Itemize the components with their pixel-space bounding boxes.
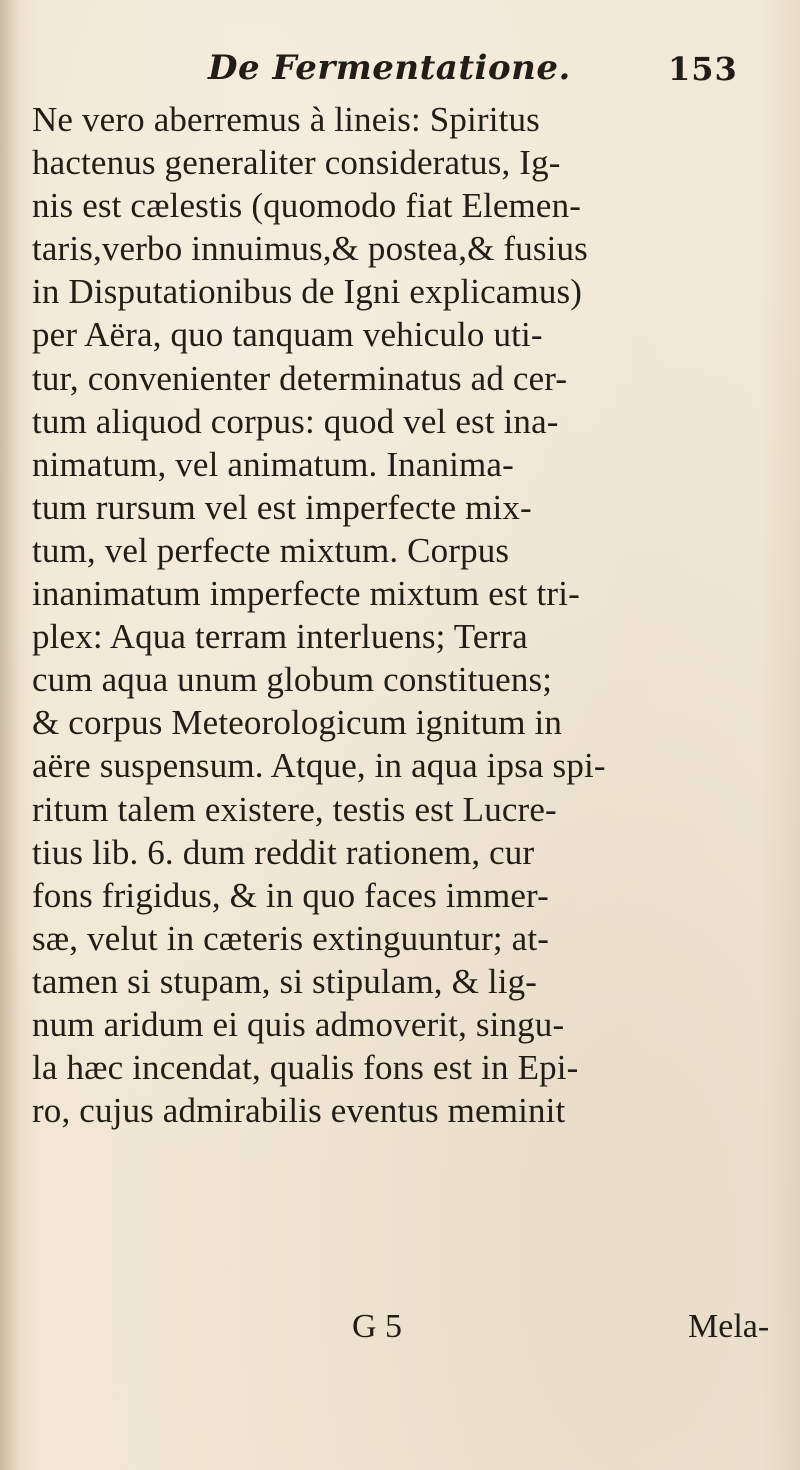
text-line: cum aqua unum globum constituens;	[32, 660, 553, 700]
catchline	[0, 1308, 800, 1352]
running-title: De Fermentatione.	[208, 48, 571, 88]
text-line: per Aëra, quo tanquam vehiculo uti-	[32, 315, 543, 355]
text-line: tamen si stupam, si stipulam, & lig-	[32, 961, 538, 1001]
text-line: fons frigidus, & in quo faces immer-	[32, 875, 549, 915]
text-line: ritum talem existere, testis est Lucre-	[32, 789, 557, 829]
text-line: tur, convenienter determinatus ad cer-	[32, 358, 568, 398]
text-line: tum rursum vel est imperfecte mix-	[32, 487, 532, 527]
catchword: Mela-	[688, 1308, 770, 1345]
text-line: tum, vel perfecte mixtum. Corpus	[32, 530, 510, 570]
text-line: hactenus generaliter consideratus, Ig-	[32, 143, 561, 183]
text-line: tius lib. 6. dum reddit rationem, cur	[32, 832, 535, 872]
signature-mark: G 5	[352, 1308, 403, 1345]
text-line: num aridum ei quis admoverit, singu-	[32, 1004, 565, 1044]
text-line: sæ, velut in cæteris extinguuntur; at-	[32, 918, 550, 958]
text-line: la hæc incendat, qualis fons est in Epi-	[32, 1048, 579, 1088]
text-line: in Disputationibus de Igni explicamus)	[32, 272, 583, 312]
page-number: 153	[668, 50, 738, 88]
body-text	[32, 98, 792, 1132]
text-line: taris,verbo innuimus,& postea,& fusius	[32, 229, 588, 269]
text-line: plex: Aqua terram interluens; Terra	[32, 617, 528, 657]
running-head	[0, 48, 800, 98]
text-line: inanimatum imperfecte mixtum est tri-	[32, 574, 580, 614]
text-line: nis est cælestis (quomodo fiat Elemen-	[32, 186, 582, 226]
text-line: & corpus Meteorologicum ignitum in	[32, 703, 563, 743]
text-line: aëre suspensum. Atque, in aqua ipsa spi-	[32, 746, 606, 786]
text-line: tum aliquod corpus: quod vel est ina-	[32, 401, 559, 441]
gutter-shadow	[0, 0, 20, 1470]
text-line: ro, cujus admirabilis eventus meminit	[32, 1091, 566, 1131]
text-line: Ne vero aberremus à lineis: Spiritus	[32, 100, 540, 139]
text-line: nimatum, vel animatum. Inanima-	[32, 444, 514, 484]
